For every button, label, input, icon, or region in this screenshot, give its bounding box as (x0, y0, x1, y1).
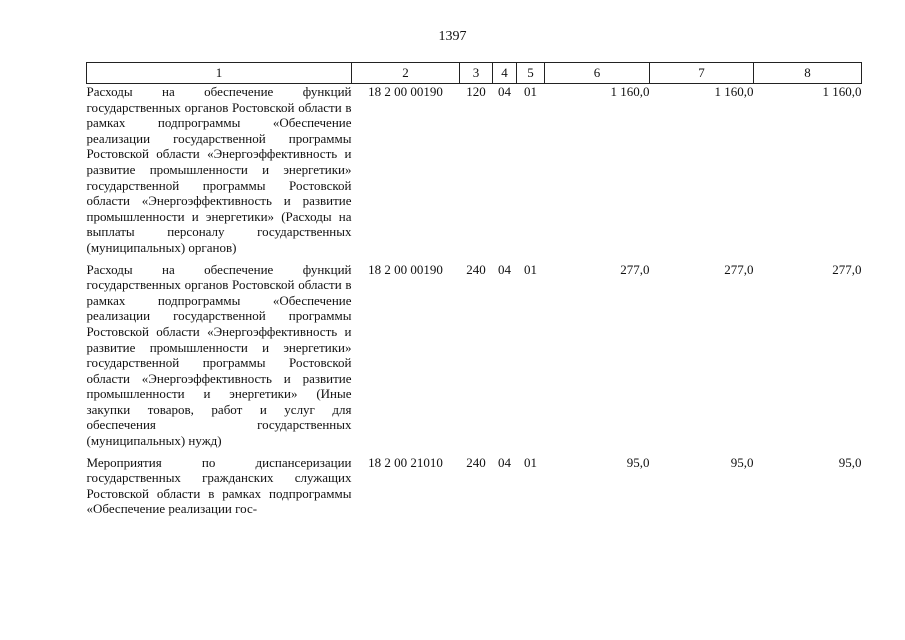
header-cell-1: 1 (87, 63, 352, 84)
row-subsection: 01 (524, 84, 537, 99)
row-amount-col8: 95,0 (838, 454, 862, 470)
row-subsection: 01 (524, 261, 537, 277)
row-description: Расходы на обеспечение функций государственных органов Ростовской области в рамках подпрограммы «Обеспечение реализации государственной программы Ростовской области «Энергоэффективность и развитие промышленности и энергетики» государственной программы Ростовской области «Энергоэффективность и развитие промышленности и энергетики» (Расходы на выплаты персоналу государственных (муниципальных) органов) (86, 84, 352, 255)
row-amount-col7: 95,0 (730, 454, 754, 470)
row-amount-col7: 277,0 (724, 261, 754, 277)
row-amount-col7: 1 160,0 (714, 84, 754, 99)
row-expense-type: 240 (466, 454, 486, 470)
row-target-code: 18 2 00 00190 (368, 261, 443, 277)
row-target-code: 18 2 00 21010 (368, 454, 443, 470)
table-header (87, 63, 862, 84)
row-amount-col6: 95,0 (626, 454, 650, 470)
row-description: Мероприятия по диспансеризации государственных гражданских служащих Ростовской области в рамках подпрограммы «Обеспечение реализации гос- (86, 454, 352, 517)
row-section: 04 (498, 454, 511, 470)
row-description: Расходы на обеспечение функций государственных органов Ростовской области в рамках подпрограммы «Обеспечение реализации государственной программы Ростовской области «Энергоэффективность и развитие промышленности и энергетики» государственной программы Ростовской области «Энергоэффективность и развитие промышленности и энергетики» (Иные закупки товаров, работ и услуг для обеспечения государственных (муниципальных) нужд) (86, 261, 352, 449)
header-cell-6: 6 (545, 63, 650, 84)
table-row (87, 262, 862, 455)
header-cell-2: 2 (352, 63, 460, 84)
row-amount-col6: 1 160,0 (610, 84, 650, 99)
row-subsection: 01 (524, 454, 537, 470)
table-row (87, 455, 862, 523)
row-section: 04 (498, 261, 511, 277)
row-expense-type: 240 (466, 261, 486, 277)
row-section: 04 (498, 84, 511, 99)
row-amount-col6: 277,0 (620, 261, 650, 277)
table-row (87, 84, 862, 262)
header-cell-5: 5 (517, 63, 545, 84)
budget-table (86, 62, 862, 523)
row-expense-type: 120 (466, 84, 486, 99)
header-row (87, 63, 862, 84)
page-number: 1397 (438, 29, 467, 44)
row-target-code: 18 2 00 00190 (368, 84, 443, 99)
header-cell-7: 7 (650, 63, 754, 84)
header-cell-3: 3 (460, 63, 493, 84)
header-cell-4: 4 (493, 63, 517, 84)
row-amount-col8: 277,0 (832, 261, 862, 277)
header-cell-8: 8 (754, 63, 862, 84)
table-body (87, 84, 862, 524)
row-amount-col8: 1 160,0 (822, 84, 862, 99)
